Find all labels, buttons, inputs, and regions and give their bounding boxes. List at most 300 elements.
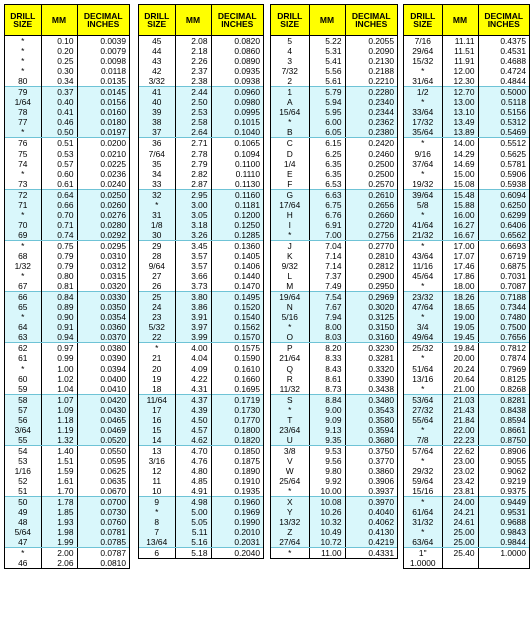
mm-cell: 3.80 bbox=[175, 292, 211, 303]
mm-cell: 2.64 bbox=[175, 127, 211, 138]
decimal-inches-cell: 0.5512 bbox=[500, 138, 526, 149]
drill-size-cell: 4 bbox=[271, 46, 309, 56]
table-row bbox=[5, 507, 129, 517]
decimal-inches-cell: 0.0380 bbox=[100, 343, 126, 354]
table-row bbox=[5, 230, 129, 241]
table-row bbox=[5, 56, 129, 66]
mm-cell: 0.40 bbox=[41, 97, 77, 107]
mm-cell: 16.00 bbox=[442, 210, 478, 220]
table-row bbox=[5, 466, 129, 476]
mm-cell: 7.37 bbox=[309, 271, 345, 281]
table-row bbox=[404, 527, 529, 537]
decimal-inches-cell: 0.3543 bbox=[345, 405, 397, 415]
drill-size-cell: 14 bbox=[139, 435, 175, 446]
mm-cell: 0.53 bbox=[41, 149, 77, 159]
decimal-inches-cell: 0.4130 bbox=[345, 527, 397, 537]
decimal-inches-cell: 0.0935 bbox=[234, 66, 260, 77]
table-row bbox=[404, 281, 529, 292]
mm-cell: 13.49 bbox=[442, 117, 478, 127]
drill-size-cell: 57/64 bbox=[404, 445, 442, 456]
table-row bbox=[404, 230, 529, 241]
table-row bbox=[271, 466, 397, 476]
table-row bbox=[5, 159, 129, 169]
decimal-inches-cell: 0.7656 bbox=[478, 332, 529, 343]
table-row bbox=[5, 415, 129, 425]
table-row bbox=[271, 435, 397, 446]
table-row bbox=[404, 405, 529, 415]
decimal-inches-cell: 0.1406 bbox=[234, 261, 260, 272]
drill-size-cell: 1/4 bbox=[271, 159, 309, 169]
decimal-inches-cell: 0.1850 bbox=[234, 445, 260, 456]
table-row bbox=[404, 240, 529, 251]
mm-cell: 5.79 bbox=[309, 87, 345, 98]
drill-size-cell: 35 bbox=[139, 159, 175, 169]
table-row bbox=[404, 127, 529, 138]
mm-cell: 6.15 bbox=[309, 138, 345, 149]
decimal-inches-cell: 0.0760 bbox=[77, 517, 129, 527]
drill-size-cell: 17/64 bbox=[271, 200, 309, 210]
decimal-inches-cell: 0.0315 bbox=[100, 271, 126, 282]
table-row bbox=[5, 374, 129, 384]
mm-cell: 1.02 bbox=[41, 374, 77, 384]
drill-size-cell: 30 bbox=[139, 230, 175, 241]
drill-size-cell: 17 bbox=[139, 405, 175, 415]
decimal-inches-cell: 0.7874 bbox=[500, 353, 526, 364]
conversion-table bbox=[5, 5, 129, 568]
mm-cell: 2.06 bbox=[41, 558, 77, 568]
mm-cell: 6.76 bbox=[309, 210, 345, 220]
mm-cell: 13.10 bbox=[442, 107, 478, 117]
table-row bbox=[5, 486, 129, 497]
header-line: DECIMAL bbox=[217, 10, 257, 21]
drill-size-cell: * bbox=[5, 56, 41, 66]
table-row bbox=[139, 548, 263, 559]
decimal-inches-cell: 0.0370 bbox=[77, 332, 129, 343]
table-row bbox=[271, 332, 397, 343]
mm-cell: 8.61 bbox=[309, 374, 345, 384]
table-row bbox=[271, 322, 397, 332]
drill-size-cell: * bbox=[404, 527, 442, 537]
table-row bbox=[139, 292, 263, 303]
table-row bbox=[5, 127, 129, 138]
mm-cell: 23.00 bbox=[442, 456, 478, 466]
table-row bbox=[5, 169, 129, 179]
mm-cell: 5.22 bbox=[309, 36, 345, 47]
decimal-inches-cell: 0.1040 bbox=[211, 127, 263, 138]
drill-size-cell: 46 bbox=[5, 558, 41, 568]
drill-size-cell: 45 bbox=[139, 36, 175, 47]
header-line: DECIMAL bbox=[83, 10, 123, 21]
mm-cell: 17.46 bbox=[442, 261, 478, 271]
table-row bbox=[139, 507, 263, 517]
mm-cell: 3.00 bbox=[175, 200, 211, 210]
table-row bbox=[271, 271, 397, 281]
mm-cell: 5.95 bbox=[309, 107, 345, 117]
table-row bbox=[5, 405, 129, 415]
mm-cell: 21.03 bbox=[442, 394, 478, 405]
decimal-inches-cell: 0.9062 bbox=[500, 465, 526, 476]
drill-size-cell: 58 bbox=[5, 394, 41, 405]
drill-size-cell: 7/16 bbox=[404, 36, 442, 47]
mm-cell: 6.25 bbox=[309, 149, 345, 159]
mm-cell: 8.03 bbox=[309, 332, 345, 343]
decimal-inches-cell: 0.3438 bbox=[368, 383, 394, 394]
table-row bbox=[271, 97, 397, 107]
mm-cell: 9.35 bbox=[309, 435, 345, 446]
table-row bbox=[271, 230, 397, 241]
mm-cell: 3.57 bbox=[175, 261, 211, 271]
decimal-inches-cell: 0.1285 bbox=[211, 230, 263, 241]
table-row bbox=[5, 107, 129, 117]
decimal-inches-cell: 0.1440 bbox=[234, 271, 260, 282]
drill-size-cell: C bbox=[271, 138, 309, 149]
table-block-3 bbox=[270, 4, 398, 559]
mm-cell: 13.89 bbox=[442, 127, 478, 138]
table-row bbox=[139, 486, 263, 497]
table-row bbox=[5, 261, 129, 271]
header-row bbox=[404, 5, 529, 36]
decimal-inches-cell: 0.9375 bbox=[500, 486, 526, 497]
mm-cell: 2.87 bbox=[175, 179, 211, 190]
table-row bbox=[271, 46, 397, 56]
table-row bbox=[404, 384, 529, 395]
mm-cell: 3.26 bbox=[175, 230, 211, 241]
table-row bbox=[139, 281, 263, 292]
mm-cell: 18.26 bbox=[442, 292, 478, 303]
drill-size-cell: 45/64 bbox=[404, 271, 442, 281]
decimal-inches-cell: 0.1660 bbox=[234, 373, 260, 384]
decimal-inches-cell: 0.3906 bbox=[368, 476, 394, 487]
table-row bbox=[5, 476, 129, 486]
decimal-inches-cell: 0.0260 bbox=[77, 200, 129, 210]
decimal-inches-cell: 0.8268 bbox=[500, 383, 526, 394]
drill-size-cell: 77 bbox=[5, 117, 41, 127]
table-row bbox=[5, 456, 129, 466]
mm-cell: 0.80 bbox=[41, 271, 77, 281]
mm-cell: 0.20 bbox=[41, 46, 77, 56]
mm-cell: 2.08 bbox=[175, 36, 211, 47]
table-row bbox=[271, 456, 397, 466]
decimal-inches-cell: 0.0197 bbox=[77, 127, 129, 138]
decimal-inches-cell: 0.0160 bbox=[77, 107, 129, 117]
drill-size-cell: 78 bbox=[5, 107, 41, 117]
table-row bbox=[139, 456, 263, 466]
mm-cell: 21.43 bbox=[442, 405, 478, 415]
table-row bbox=[271, 87, 397, 98]
drill-size-cell: 11 bbox=[139, 476, 175, 486]
table-row bbox=[5, 527, 129, 537]
mm-cell: 3.66 bbox=[175, 271, 211, 281]
mm-cell: 1.93 bbox=[41, 517, 77, 527]
mm-cell: 25.00 bbox=[442, 527, 478, 537]
drill-size-cell: * bbox=[271, 230, 309, 241]
mm-cell: 11.00 bbox=[309, 548, 345, 559]
decimal-inches-cell: 0.1590 bbox=[234, 353, 260, 364]
mm-cell: 0.64 bbox=[41, 189, 77, 200]
decimal-inches-cell: 0.3937 bbox=[368, 486, 394, 497]
drill-size-cell: 13/64 bbox=[139, 537, 175, 548]
drill-size-cell: 19/32 bbox=[404, 179, 442, 190]
mm-cell: 2.53 bbox=[175, 107, 211, 117]
decimal-inches-cell: 0.4062 bbox=[345, 517, 397, 527]
table-row bbox=[139, 497, 263, 508]
drill-size-cell: 1 bbox=[271, 87, 309, 98]
drill-size-cell: 40 bbox=[139, 97, 175, 107]
table-row bbox=[139, 138, 263, 149]
table-row bbox=[404, 312, 529, 322]
drill-size-cell: 65 bbox=[5, 302, 41, 312]
drill-size-cell: B bbox=[271, 127, 309, 138]
decimal-inches-cell: 0.5906 bbox=[500, 168, 526, 179]
mm-cell: 4.85 bbox=[175, 476, 211, 486]
drill-size-cell: 68 bbox=[5, 251, 41, 261]
decimal-inches-cell: 0.0670 bbox=[100, 486, 126, 497]
mm-cell: 12.00 bbox=[442, 66, 478, 76]
table-row bbox=[404, 558, 529, 568]
decimal-inches-cell: 0.3230 bbox=[368, 343, 394, 354]
mm-cell: 1.32 bbox=[41, 435, 77, 446]
mm-cell: 8.00 bbox=[309, 322, 345, 332]
mm-cell: 15.08 bbox=[442, 179, 478, 190]
mm-header: MM bbox=[41, 5, 77, 36]
table-row bbox=[139, 240, 263, 251]
decimal-inches-cell: 0.0280 bbox=[77, 220, 129, 230]
mm-cell: 4.09 bbox=[175, 364, 211, 374]
decimal-inches-cell: 0.1015 bbox=[211, 117, 263, 127]
decimal-inches-cell: 0.0520 bbox=[77, 435, 129, 446]
decimal-inches-cell: 0.2380 bbox=[345, 127, 397, 138]
decimal-inches-cell: 0.7812 bbox=[500, 343, 526, 354]
decimal-inches-cell: 0.1695 bbox=[234, 383, 260, 394]
table-row bbox=[271, 374, 397, 384]
decimal-inches-cell: 0.0330 bbox=[77, 292, 129, 303]
drill-size-cell: 21/32 bbox=[404, 230, 442, 241]
drill-size-cell: 15/32 bbox=[404, 56, 442, 66]
table-row bbox=[404, 517, 529, 527]
decimal-inches-cell: 0.3125 bbox=[345, 312, 397, 322]
decimal-inches-cell: 0.0180 bbox=[77, 117, 129, 127]
decimal-inches-cell: 0.1181 bbox=[211, 200, 263, 210]
table-row bbox=[404, 415, 529, 425]
decimal-inches-cell: 0.1100 bbox=[235, 158, 260, 169]
decimal-inches-cell: 0.0210 bbox=[100, 148, 126, 159]
drill-size-cell: P bbox=[271, 343, 309, 354]
mm-cell: 10.72 bbox=[309, 537, 345, 548]
table-row bbox=[404, 210, 529, 220]
mm-cell: 9.80 bbox=[309, 466, 345, 476]
mm-cell: 0.30 bbox=[41, 66, 77, 76]
mm-cell: 1.00 bbox=[41, 364, 77, 374]
drill-size-cell: O bbox=[271, 332, 309, 343]
mm-cell: 5.16 bbox=[175, 537, 211, 548]
table-block-2 bbox=[138, 4, 264, 559]
mm-cell: 0.94 bbox=[41, 332, 77, 343]
mm-cell: 2.00 bbox=[41, 548, 77, 559]
drill-size-cell: 33/64 bbox=[404, 107, 442, 117]
decimal-inches-cell: 0.1470 bbox=[234, 281, 260, 292]
decimal-inches-cell: 0.0785 bbox=[77, 537, 129, 548]
table-row bbox=[139, 56, 263, 66]
drill-size-cell: F bbox=[271, 179, 309, 190]
mm-cell: 8.20 bbox=[309, 343, 345, 354]
drill-size-cell: N bbox=[271, 302, 309, 312]
mm-cell: 0.46 bbox=[41, 117, 77, 127]
mm-cell: 25.40 bbox=[442, 548, 478, 559]
drill-size-cell: * bbox=[404, 353, 442, 363]
table-row bbox=[139, 537, 263, 548]
mm-cell: 4.91 bbox=[175, 486, 211, 497]
mm-cell: 4.98 bbox=[175, 497, 211, 508]
decimal-inches-cell: 0.2340 bbox=[345, 97, 397, 107]
table-row bbox=[139, 435, 263, 446]
drill-size-cell: 21 bbox=[139, 353, 175, 363]
mm-cell: 0.61 bbox=[41, 179, 77, 190]
decimal-inches-cell: 0.2770 bbox=[368, 240, 394, 251]
decimal-inches-cell: 0.0595 bbox=[100, 455, 126, 466]
table-row bbox=[139, 302, 263, 312]
table-row bbox=[139, 76, 263, 87]
decimal-inches-cell: 0.1820 bbox=[211, 435, 263, 446]
decimal-inches-cell: 0.4531 bbox=[500, 46, 526, 57]
drill-size-cell: 27 bbox=[139, 271, 175, 281]
mm-cell: 11.91 bbox=[442, 56, 478, 66]
table-row bbox=[5, 558, 129, 568]
mm-cell: 10.32 bbox=[309, 517, 345, 527]
drill-size-cell: 17/32 bbox=[404, 117, 442, 127]
table-row bbox=[271, 220, 397, 230]
table-row bbox=[5, 322, 129, 332]
table-row bbox=[404, 36, 529, 47]
decimal-inches-cell: 0.6406 bbox=[478, 220, 529, 230]
drill-size-cell: 49 bbox=[5, 507, 41, 517]
table-row bbox=[404, 537, 529, 548]
mm-cell: 1.70 bbox=[41, 486, 77, 497]
mm-cell: 2.50 bbox=[175, 97, 211, 107]
decimal-inches-cell: 0.0810 bbox=[100, 558, 126, 569]
drill-size-cell: 32 bbox=[139, 189, 175, 200]
mm-cell: 2.78 bbox=[175, 149, 211, 159]
header-line: SIZE bbox=[280, 19, 300, 29]
table-row bbox=[404, 76, 529, 87]
drill-size-cell: 41 bbox=[139, 87, 175, 98]
table-row bbox=[139, 189, 263, 200]
decimal-inches-cell: 0.1770 bbox=[211, 415, 263, 425]
mm-cell: 0.74 bbox=[41, 230, 77, 241]
mm-header: MM bbox=[309, 5, 345, 36]
decimal-inches-cell: 0.3860 bbox=[368, 465, 394, 476]
mm-cell: 7.67 bbox=[309, 302, 345, 312]
mm-cell: 3.45 bbox=[175, 240, 211, 251]
table-row bbox=[5, 394, 129, 405]
drill-size-cell: 43/64 bbox=[404, 251, 442, 261]
table-row bbox=[5, 343, 129, 354]
mm-cell: 4.22 bbox=[175, 374, 211, 384]
decimal-inches-cell: 0.9531 bbox=[478, 507, 529, 517]
table-row bbox=[5, 220, 129, 230]
mm-cell: 23.42 bbox=[442, 476, 478, 486]
table-row bbox=[139, 332, 263, 343]
drill-size-cell: 60 bbox=[5, 374, 41, 384]
drill-size-cell: 7 bbox=[139, 527, 175, 537]
decimal-inches-cell: 0.3020 bbox=[345, 302, 397, 312]
table-row bbox=[139, 374, 263, 384]
mm-cell: 1.04 bbox=[41, 384, 77, 395]
mm-cell: 6.00 bbox=[309, 117, 345, 127]
table-row bbox=[139, 312, 263, 322]
drill-size-cell: 37/64 bbox=[404, 159, 442, 169]
decimal-inches-cell: 0.4688 bbox=[500, 56, 526, 67]
mm-cell: 3.73 bbox=[175, 281, 211, 292]
decimal-inches-cell: 0.0225 bbox=[100, 158, 126, 169]
mm-cell: 10.49 bbox=[309, 527, 345, 537]
header-row bbox=[271, 5, 397, 36]
decimal-inches-cell: 0.0145 bbox=[77, 87, 129, 98]
mm-cell: 2.79 bbox=[175, 159, 211, 169]
drill-size-cell: Q bbox=[271, 364, 309, 374]
table-row bbox=[5, 179, 129, 190]
mm-cell: 2.37 bbox=[175, 66, 211, 76]
mm-cell: 0.81 bbox=[41, 281, 77, 292]
drill-size-cell: * bbox=[404, 138, 442, 149]
drill-size-cell: 3/32 bbox=[139, 76, 175, 87]
drill-size-cell: 79 bbox=[5, 87, 41, 98]
drill-size-cell: 31/64 bbox=[404, 76, 442, 87]
mm-cell: 1.59 bbox=[41, 466, 77, 476]
decimal-inches-cell: 0.5000 bbox=[478, 87, 529, 98]
mm-cell: 2.58 bbox=[175, 117, 211, 127]
mm-cell: 18.00 bbox=[442, 281, 478, 292]
mm-cell: 24.61 bbox=[442, 517, 478, 527]
drill-size-cell: 48 bbox=[5, 517, 41, 527]
table-row bbox=[271, 302, 397, 312]
mm-cell: 24.21 bbox=[442, 507, 478, 517]
table-row bbox=[5, 312, 129, 322]
drill-size-cell: * bbox=[5, 210, 41, 220]
table-row bbox=[5, 138, 129, 149]
table-row bbox=[404, 476, 529, 486]
conversion-table bbox=[271, 5, 397, 558]
table-row bbox=[5, 281, 129, 292]
drill-size-cell: 70 bbox=[5, 220, 41, 230]
mm-cell: 6.35 bbox=[309, 159, 345, 169]
mm-cell: 4.50 bbox=[175, 415, 211, 425]
drill-size-cell: 11/16 bbox=[404, 261, 442, 271]
decimal-inches-cell: 0.2969 bbox=[345, 292, 397, 303]
decimal-inches-cell: 0.2660 bbox=[345, 210, 397, 220]
mm-cell: 4.57 bbox=[175, 425, 211, 435]
table-row bbox=[271, 127, 397, 138]
decimal-inches-cell: 0.0420 bbox=[77, 394, 129, 405]
drill-size-cell: 3/8 bbox=[271, 445, 309, 456]
decimal-inches-cell: 0.2756 bbox=[345, 230, 397, 241]
drill-size-cell: 9 bbox=[139, 497, 175, 508]
drill-size-cell: 9/16 bbox=[404, 149, 442, 159]
decimal-inches-cell: 0.2500 bbox=[368, 158, 394, 169]
drill-size-cell: * bbox=[404, 456, 442, 466]
table-row bbox=[271, 527, 397, 537]
table-row bbox=[139, 46, 263, 56]
decimal-inches-cell: 0.0118 bbox=[101, 66, 126, 77]
mm-cell: 7.14 bbox=[309, 251, 345, 261]
table-row bbox=[5, 76, 129, 87]
drill-size-cell: 27/32 bbox=[404, 405, 442, 415]
decimal-inches-cell: 0.6250 bbox=[478, 200, 529, 210]
mm-cell: 14.00 bbox=[442, 138, 478, 149]
table-row bbox=[5, 87, 129, 98]
mm-cell: 0.10 bbox=[41, 36, 77, 47]
decimal-inches-cell: 0.2460 bbox=[368, 148, 394, 159]
table-row bbox=[404, 292, 529, 303]
